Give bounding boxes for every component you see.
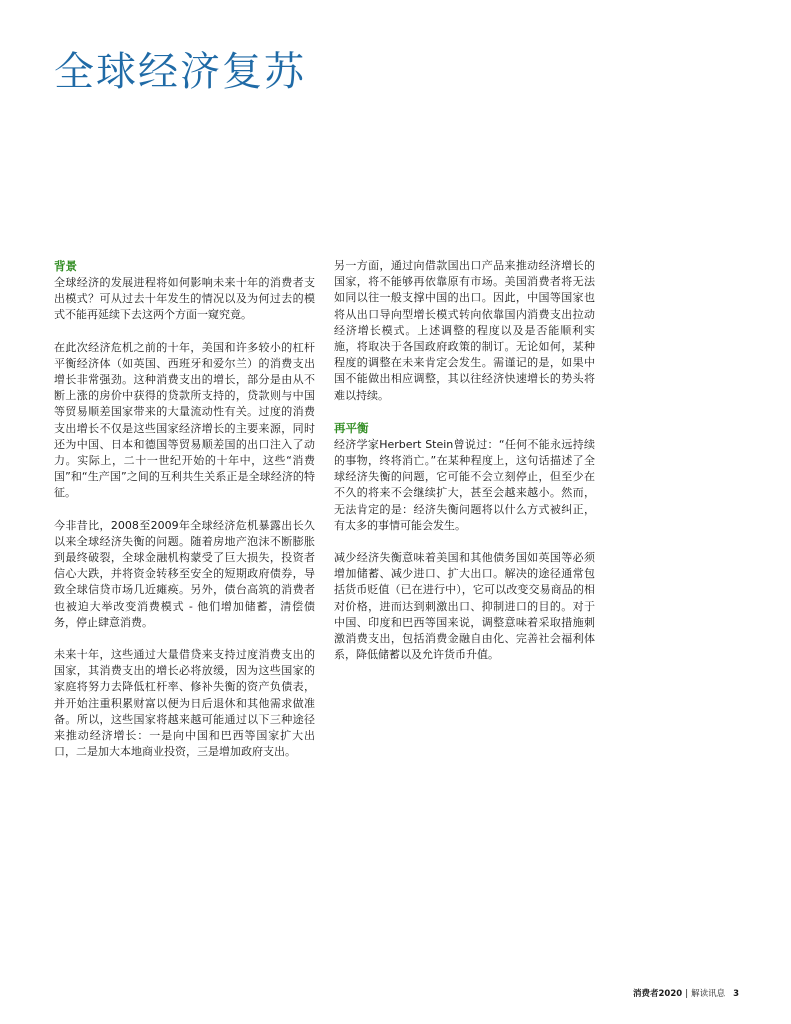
footer-brand: 消费者2020	[633, 989, 683, 999]
body-paragraph: 今非昔比，2008至2009年全球经济危机暴露出长久以来全球经济失衡的问题。随着房地产泡沫不断膨胀到最终破裂，全球金融机构蒙受了巨大损失，投资者信心大跌，并将资金转移至安全的短期政府债券，导致全球信贷市场几近瘫痪。另外，债台高筑的消费者也被迫大举改变消费模式 - 他们增加储蓄，清偿债务，停止肆意消费。	[54, 518, 315, 629]
right-column	[334, 258, 595, 679]
body-paragraph: 减少经济失衡意味着美国和其他债务国如英国等必须增加储蓄、减少进口、扩大出口。解决的途径通常包括货币贬值（已在进行中），它可以改变交易商品的相对价格，进而达到刺激出口、抑制进口的目的。对于中国、印度和巴西等国来说，调整意味着采取措施刺激消费支出，包括消费金融自由化、完善社会福利体系，降低储蓄以及允许货币升值。	[334, 551, 595, 662]
section-heading-background: 背景	[54, 259, 77, 273]
section-heading-rebalancing: 再平衡	[334, 420, 369, 435]
body-paragraph: 未来十年，这些通过大量借贷来支持过度消费支出的国家，其消费支出的增长必将放缓，因为这些国家的家庭将努力去降低杠杆率、修补失衡的资产负债表，并开始注重积累财富以便为日后退休和其他需求做准备。所以，这些国家将越来越可能通过以下三种途径来推动经济增长：一是向中国和巴西等国家扩大出口，二是加大本地商业投资，三是增加政府支出。	[54, 648, 315, 759]
footer-subtitle: 解读讯息	[691, 989, 726, 999]
page-number: 3	[733, 989, 739, 999]
footer-separator: |	[685, 989, 689, 999]
page-footer	[633, 987, 739, 999]
body-paragraph: 经济学家Herbert Stein曾说过：“任何不能永远持续的事物，终将消亡。”在某种程度上，这句话描述了全球经济失衡的问题，它可能不会立刻停止，但至少在不久的将来不会继续扩大，甚至会越来越小。然而，无法肯定的是：经济失衡问题将以什么方式被纠正，有太多的事情可能会发生。	[334, 437, 595, 532]
left-column	[54, 258, 315, 776]
body-paragraph: 另一方面，通过向借款国出口产品来推动经济增长的国家，将不能够再依靠原有市场。美国消费者将无法如同以往一般支撑中国的出口。因此，中国等国家也将从出口导向型增长模式转向依靠国内消费支出拉动经济增长模式。上述调整的程度以及是否能顺利实施，将取决于各国政府政策的制订。无论如何，某种程度的调整在未来肯定会发生。需谨记的是，如果中国不能做出相应调整，其以往经济快速增长的势头将难以持续。	[334, 259, 595, 402]
page-title: 全球经济复苏	[54, 49, 306, 95]
body-paragraph: 全球经济的发展进程将如何影响未来十年的消费者支出模式？可从过去十年发生的情况以及为何过去的模式不能再延续下去这两个方面一窥究竟。	[54, 276, 315, 322]
body-paragraph: 在此次经济危机之前的十年，美国和许多较小的杠杆平衡经济体（如英国、西班牙和爱尔兰）的消费支出增长非常强劲。这种消费支出的增长，部分是由从不断上涨的房价中获得的贷款所支持的，贷款则与中国等贸易顺差国家带来的大量流动性有关。过度的消费支出增长不仅是这些国家经济增长的主要来源，同时还为中国、日本和德国等贸易顺差国的出口注入了动力。实际上，二十一世纪开始的十年中，这些“消费国”和“生产国”之间的互利共生关系正是全球经济的特征。	[54, 340, 315, 500]
